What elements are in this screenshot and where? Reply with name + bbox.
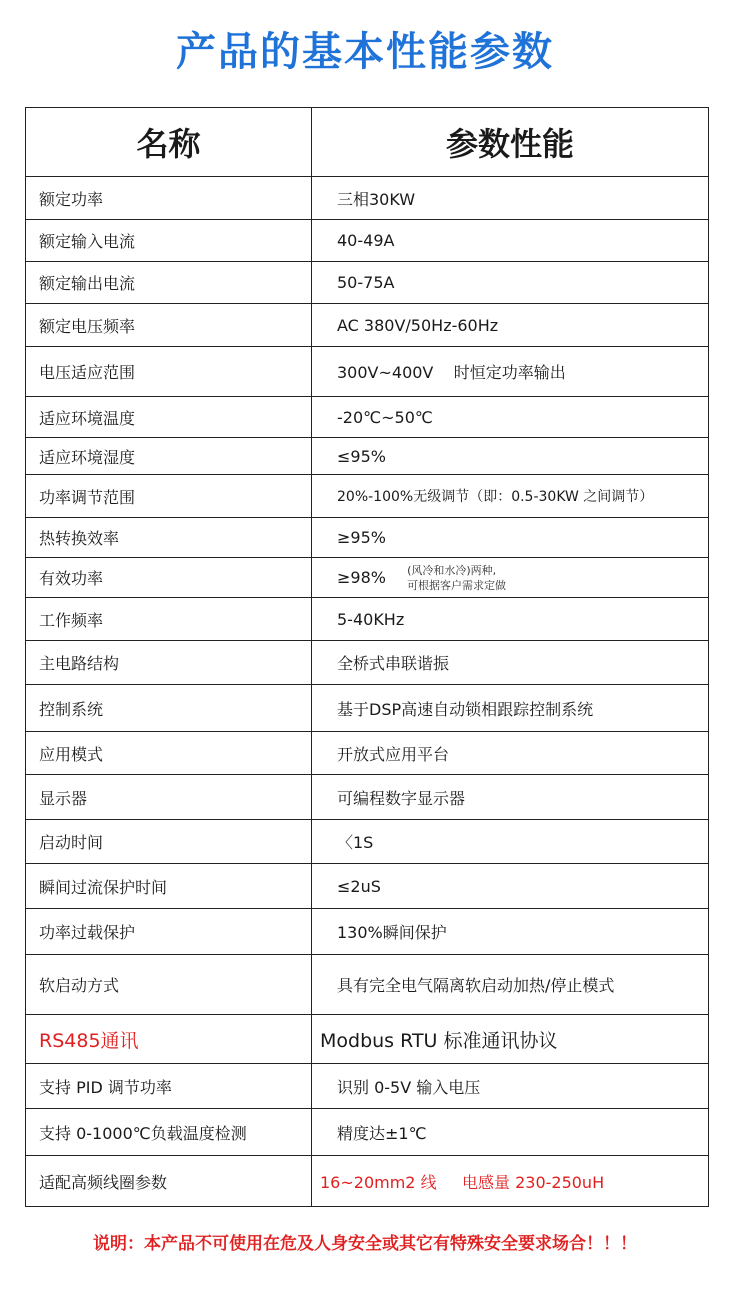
table-row xyxy=(26,641,709,685)
param-name: 适应环境温度 xyxy=(26,397,312,438)
param-name: 支持 0-1000℃负载温度检测 xyxy=(26,1109,312,1156)
table-row xyxy=(26,1156,709,1207)
table-row xyxy=(26,438,709,475)
header-params: 参数性能 xyxy=(312,108,709,177)
param-value: 三相30KW xyxy=(312,177,709,220)
table-row xyxy=(26,598,709,641)
param-name: 启动时间 xyxy=(26,820,312,864)
table-row xyxy=(26,1109,709,1156)
table-row xyxy=(26,397,709,438)
param-name: 应用模式 xyxy=(26,732,312,775)
note-line: 可根据客户需求定做 xyxy=(407,578,507,592)
table-row xyxy=(26,864,709,909)
param-name: 额定功率 xyxy=(26,177,312,220)
spec-table xyxy=(25,107,709,1207)
param-name: 额定电压频率 xyxy=(26,304,312,347)
param-name: 功率调节范围 xyxy=(26,475,312,518)
param-value: 〈1S xyxy=(312,820,709,864)
param-name: 额定输出电流 xyxy=(26,262,312,304)
page-title: 产品的基本性能参数 xyxy=(176,29,554,75)
param-value: 精度达±1℃ xyxy=(312,1109,709,1156)
param-name: RS485通讯 xyxy=(26,1015,312,1064)
table-row xyxy=(26,732,709,775)
param-value: ≥98% xyxy=(337,568,386,587)
param-name: 控制系统 xyxy=(26,685,312,732)
param-value: 开放式应用平台 xyxy=(312,732,709,775)
param-name: 额定输入电流 xyxy=(26,220,312,262)
param-note xyxy=(407,563,506,593)
param-value: ≤95% xyxy=(312,438,709,475)
table-row xyxy=(26,955,709,1015)
param-value: 基于DSP高速自动锁相跟踪控制系统 xyxy=(312,685,709,732)
param-name: 适应环境湿度 xyxy=(26,438,312,475)
table-row xyxy=(26,347,709,397)
table-row xyxy=(26,1064,709,1109)
param-value: Modbus RTU 标准通讯协议 xyxy=(312,1015,709,1064)
table-row xyxy=(26,262,709,304)
table-header-row xyxy=(26,108,709,177)
table-row xyxy=(26,518,709,558)
table-row xyxy=(26,820,709,864)
param-value: 300V~400V 时恒定功率输出 xyxy=(312,347,709,397)
param-name: 主电路结构 xyxy=(26,641,312,685)
table-row xyxy=(26,475,709,518)
table-row xyxy=(26,304,709,347)
table-row xyxy=(26,177,709,220)
table-row xyxy=(26,558,709,598)
param-value: 可编程数字显示器 xyxy=(312,775,709,820)
table-row xyxy=(26,220,709,262)
param-value: 5-40KHz xyxy=(312,598,709,641)
table-row xyxy=(26,775,709,820)
param-value: 130%瞬间保护 xyxy=(312,909,709,955)
param-value: ≤2uS xyxy=(312,864,709,909)
table-row xyxy=(26,685,709,732)
table-row xyxy=(26,1015,709,1064)
param-name: 适配高频线圈参数 xyxy=(26,1156,312,1207)
param-name: 工作频率 xyxy=(26,598,312,641)
param-name: 瞬间过流保护时间 xyxy=(26,864,312,909)
param-name: 软启动方式 xyxy=(26,955,312,1015)
note-line: (风冷和水冷)两种, xyxy=(407,563,497,577)
param-value-with-note xyxy=(312,558,709,598)
param-name: 支持 PID 调节功率 xyxy=(26,1064,312,1109)
param-value: 20%-100%无级调节（即：0.5-30KW 之间调节） xyxy=(312,475,709,518)
param-name: 电压适应范围 xyxy=(26,347,312,397)
safety-notice: 说明：本产品不可使用在危及人身安全或其它有特殊安全要求场合！！！ xyxy=(93,1234,637,1254)
param-value: 40-49A xyxy=(312,220,709,262)
param-name: 功率过载保护 xyxy=(26,909,312,955)
param-name: 热转换效率 xyxy=(26,518,312,558)
param-value: 全桥式串联谐振 xyxy=(312,641,709,685)
param-value: ≥95% xyxy=(312,518,709,558)
param-name: 有效功率 xyxy=(26,558,312,598)
param-value: AC 380V/50Hz-60Hz xyxy=(312,304,709,347)
param-value: 50-75A xyxy=(312,262,709,304)
param-value: 具有完全电气隔离软启动加热/停止模式 xyxy=(312,955,709,1015)
param-name: 显示器 xyxy=(26,775,312,820)
header-name: 名称 xyxy=(26,108,312,177)
table-row xyxy=(26,909,709,955)
param-value: -20℃~50℃ xyxy=(312,397,709,438)
param-value: 识别 0-5V 输入电压 xyxy=(312,1064,709,1109)
param-value: 16~20mm2 线 电感量 230-250uH xyxy=(312,1156,709,1207)
